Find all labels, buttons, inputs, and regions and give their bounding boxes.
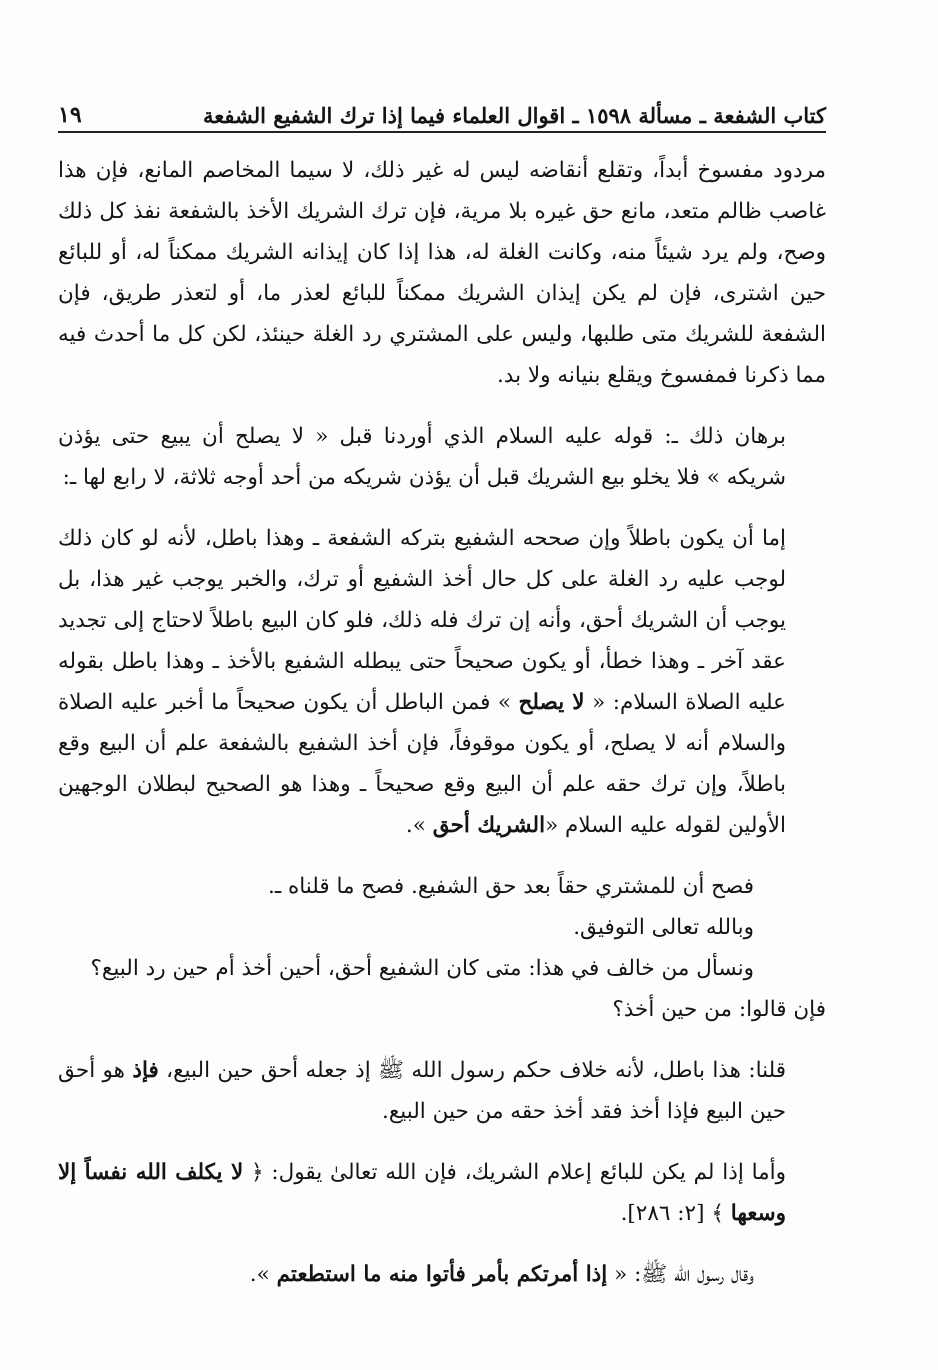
paragraph-10-text-a: وقال رسول الله ﷺ: « bbox=[614, 1262, 754, 1287]
paragraph-3 bbox=[58, 518, 826, 846]
paragraph-7: فإن قالوا: من حين أخذ؟ bbox=[612, 997, 826, 1022]
paragraph-5: وبالله تعالى التوفيق. bbox=[573, 915, 754, 940]
paragraph-1: مردود مفسوخ أبداً، وتقلع أنقاضه ليس له غير ذلك، لا سيما المخاصم المانع، فإن هذا غاصب ظالم متعد، مانع حق غيره بلا مرية، فإن ترك الشريك الأخذ بالشفعة نفذ كل ذلك وصح، ولم يرد شيئاً منه، وكانت الغلة له، هذا إذا كان إيذانه الشريك ممكناً له، أو للبائع حين اشترى، فإن لم يكن إيذان الشريك ممكناً للبائع لعذر ما، أو لتعذر طريق، فإن الشفعة للشريك متى طلبها، وليس على المشتري رد الغلة حينئذ، لكن كل ما أحدث فيه مما ذكرنا فمفسوخ ويقلع بنيانه ولا بد. bbox=[58, 158, 826, 388]
paragraph-8 bbox=[58, 1050, 826, 1132]
quran-verse: لا يكلف الله نفساً إلا وسعها bbox=[58, 1160, 786, 1226]
paragraph-3-text-b: » فمن الباطل أن يكون صحيحاً ما أخبر عليه الصلاة والسلام أنه لا يصلح، أو يكون موقوفاً، فإن أخذ الشفيع بالشفعة علم أن البيع وقع باطلاً، وإن ترك حقه علم أن البيع وقع صحيحاً ـ وهذا هو الصحيح لبطلان الوجهين الأولين لقوله عليه السلام « bbox=[58, 690, 786, 838]
paragraph-9-text-a: وأما إذا لم يكن للبائع إعلام الشريك، فإن الله تعالىٰ يقول: ﴿ bbox=[251, 1160, 787, 1185]
paragraph-8-text-b: هو أحق حين البيع فإذا أخذ فقد أخذ حقه من حين البيع. bbox=[58, 1058, 786, 1124]
paragraph-9-text-b: ﴾ [٢: ٢٨٦]. bbox=[620, 1201, 724, 1226]
paragraph-3-text-a: إما أن يكون باطلاً وإن صححه الشفيع بتركه الشفعة ـ وهذا باطل، لأنه لو كان ذلك لوجب عليه رد الغلة على كل حال أخذ الشفيع أو ترك، والخبر يوجب غير هذا، بل يوجب أن الشريك أحق، وأنه إن ترك فله ذلك، فلو كان البيع باطلاً لاحتاج إلى تجديد عقد آخر ـ وهذا خطأ، أو يكون صحيحاً حتى يبطله الشفيع بالأخذ ـ وهذا باطل بقوله عليه الصلاة السلام: « bbox=[58, 526, 787, 715]
quote-al-sharik-ahaq: الشريك أحق bbox=[432, 813, 546, 838]
paragraph-9 bbox=[58, 1152, 826, 1234]
paragraph-3-text-c: ». bbox=[405, 813, 426, 838]
paragraph-4: فصح أن للمشتري حقاً بعد حق الشفيع. فصح ما قلناه ـ. bbox=[268, 874, 754, 899]
paragraph-6: ونسأل من خالف في هذا: متى كان الشفيع أحق، أحين أخذ أم حين رد البيع؟ bbox=[90, 956, 754, 981]
quote-la-yaslah: لا يصلح bbox=[518, 690, 585, 715]
paragraph-8-bold: فإذ bbox=[132, 1058, 159, 1083]
header-rule bbox=[58, 131, 826, 133]
paragraph-10-text-b: ». bbox=[249, 1262, 270, 1287]
page-header bbox=[58, 78, 826, 128]
page-body bbox=[58, 150, 826, 1295]
running-title: كتاب الشفعة ـ مسألة ١٥٩٨ ـ اقوال العلماء فيما إذا ترك الشفيع الشفعة bbox=[203, 103, 826, 128]
paragraph-10 bbox=[58, 1254, 826, 1295]
hadith-quote: إذا أمرتكم بأمر فأتوا منه ما استطعتم bbox=[276, 1262, 608, 1287]
paragraph-8-text-a: قلنا: هذا باطل، لأنه خلاف حكم رسول الله ﷺ إذ جعله أحق حين البيع، bbox=[166, 1058, 787, 1083]
page-number: ١٩ bbox=[58, 102, 82, 128]
paragraph-2: برهان ذلك ـ: قوله عليه السلام الذي أوردنا قبل « لا يصلح أن يبيع حتى يؤذن شريكه » فلا يخلو بيع الشريك قبل أن يؤذن شريكه من أحد أوجه ثلاثة، لا رابع لها ـ: bbox=[58, 424, 786, 490]
